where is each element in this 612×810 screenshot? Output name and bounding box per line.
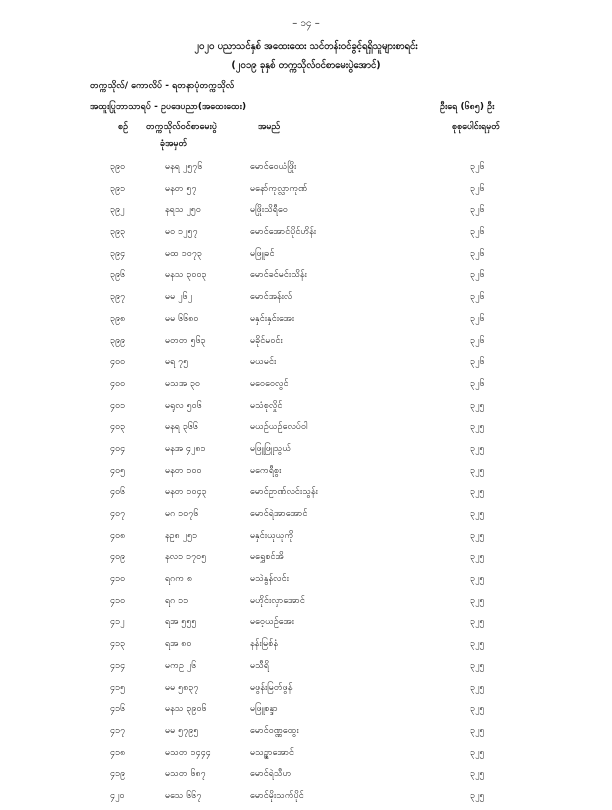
row-number: ၄၁၆ bbox=[110, 704, 126, 715]
table-row bbox=[0, 311, 612, 333]
roll-number: နလ၁ ၁၇၀၅ bbox=[165, 552, 207, 563]
student-name: မခိုင်မဝင်း bbox=[250, 335, 283, 346]
roll-number: နဥ၈ ၂၅၁ bbox=[165, 530, 198, 541]
student-name: မောင်ဥာဏ်လင်းသွန်း bbox=[250, 487, 318, 498]
roll-number: မနအ ၄၂၈၁ bbox=[165, 443, 206, 454]
total-score: ၃၂၆ bbox=[470, 357, 485, 368]
column-header-roll: တက္ကသိုလ်ဝင်စာမေးပွဲ bbox=[146, 122, 217, 132]
total-score: ၃၂၅ bbox=[470, 443, 485, 454]
student-name: မနော်ကုလ္လာကုဏ် bbox=[250, 183, 308, 194]
row-number: ၃၉၁ bbox=[110, 183, 126, 194]
row-number: ၄၁၅ bbox=[110, 682, 126, 693]
roll-number: မနရ ၃၆၆ bbox=[165, 422, 199, 433]
column-header-name: အမည် bbox=[258, 122, 281, 132]
student-name: မောင်ဝဏ္ဏထွေး bbox=[250, 725, 299, 736]
row-number: ၃၉၀ bbox=[110, 162, 126, 172]
roll-number: မမ ၆၆၈၀ bbox=[165, 313, 199, 324]
table-row bbox=[0, 788, 612, 810]
roll-number: ရဂ ၁၁ bbox=[165, 595, 189, 606]
row-number: ၄၀၅ bbox=[110, 465, 126, 476]
total-score: ၃၂၅ bbox=[470, 552, 485, 563]
student-name: မဖြူခင် bbox=[250, 248, 275, 259]
total-score: ၃၂၅ bbox=[470, 617, 485, 628]
student-name: မောင်အန်းလ် bbox=[250, 292, 293, 303]
total-score: ၃၂၆ bbox=[470, 162, 485, 172]
row-number: ၄၀၁ bbox=[110, 400, 126, 411]
total-score: ၃၂၅ bbox=[470, 422, 485, 433]
total-score: ၃၂၅ bbox=[470, 465, 485, 476]
row-number: ၃၉၈ bbox=[110, 313, 126, 324]
table-row bbox=[0, 463, 612, 485]
student-name: မယဉ်ယဉ်လေပ်ဝါ bbox=[250, 422, 308, 433]
table-row bbox=[0, 528, 612, 550]
total-score: ၃၂၅ bbox=[470, 725, 485, 736]
total-score: ၃၂၅ bbox=[470, 682, 485, 693]
document-title: ၂၀၂၀ ပညာသင်နှစ် အထေးထေး သင်တန်းဝင်ခွင့်ရရှိသူများစာရင်း bbox=[194, 41, 418, 52]
student-name: မရွှေစင်အိ bbox=[250, 552, 284, 563]
row-number: ၄၀၉ bbox=[110, 552, 126, 563]
row-number: ၄၀၇ bbox=[110, 509, 126, 519]
table-row bbox=[0, 376, 612, 398]
table-row bbox=[0, 398, 612, 420]
total-score: ၃၂၅ bbox=[470, 487, 485, 498]
row-number: ၃၉၇ bbox=[110, 292, 126, 303]
table-row bbox=[0, 484, 612, 506]
roll-number: မရ ၇၅ bbox=[165, 357, 189, 368]
table-row bbox=[0, 289, 612, 311]
student-name: မဖြိုးသိရီဝေ bbox=[250, 205, 288, 216]
student-name: မသဥ္ဇာအောင် bbox=[250, 747, 295, 758]
table-row bbox=[0, 723, 612, 745]
row-number: ၃၉၄ bbox=[110, 248, 126, 259]
ratio-label: ဦးရေ (၆၈၅) ဦး bbox=[440, 102, 495, 112]
row-number: ၄၀၄ bbox=[110, 443, 126, 454]
table-row bbox=[0, 701, 612, 723]
student-name: မယမင်း bbox=[250, 357, 277, 368]
student-name: မသီရိ bbox=[250, 660, 270, 671]
table-row bbox=[0, 354, 612, 376]
roll-number: မနရ ၂၅၇၆ bbox=[165, 162, 203, 172]
total-score: ၃၂၆ bbox=[470, 313, 485, 324]
roll-number: မနသ ၃၀၀၃ bbox=[165, 270, 207, 281]
table-row bbox=[0, 766, 612, 788]
student-name: မဟိုင်းလှာအောင် bbox=[250, 595, 305, 606]
table-row bbox=[0, 636, 612, 658]
table-row bbox=[0, 181, 612, 203]
row-number: ၄၀၃ bbox=[110, 422, 126, 433]
student-name: မောင်ရဲသီဟ bbox=[250, 769, 292, 780]
row-number: ၃၉၂ bbox=[110, 205, 125, 216]
total-score: ၃၂၅ bbox=[470, 769, 485, 780]
roll-number: မထ ၁၀၇၃ bbox=[165, 248, 202, 259]
table-row bbox=[0, 419, 612, 441]
total-score: ၃၂၆ bbox=[470, 335, 485, 346]
column-header-score: စုစုပေါင်းရမှတ် bbox=[452, 122, 501, 132]
university-label: တက္ကသိုလ်/ ကောလိပ် - ရတနာပုံတက္ကသိုလ် bbox=[90, 81, 235, 91]
results-table bbox=[0, 159, 612, 810]
row-number: ၄၁၄ bbox=[110, 660, 126, 671]
student-name: မောင်အောင်ပိုင်ဟိန်း bbox=[250, 227, 317, 238]
total-score: ၃၂၅ bbox=[470, 400, 485, 411]
roll-number: မမ ၅၈၃၇ bbox=[165, 682, 199, 693]
table-row bbox=[0, 333, 612, 355]
roll-number: မသတ ၆၈၇ bbox=[165, 769, 206, 780]
total-score: ၃၂၆ bbox=[470, 248, 485, 259]
roll-number: မသေ ၆၆၇ bbox=[165, 790, 202, 801]
total-score: ၃၂၆ bbox=[470, 378, 485, 389]
row-number: ၃၉၉ bbox=[110, 335, 126, 346]
row-number: ၄၁၂ bbox=[110, 617, 125, 628]
row-number: ၄၀၀ bbox=[110, 378, 126, 389]
table-row bbox=[0, 159, 612, 181]
row-number: ၄၁၃ bbox=[110, 639, 126, 650]
row-number: ၃၉၃ bbox=[110, 227, 126, 238]
row-number: ၄၁၉ bbox=[110, 769, 126, 780]
table-row bbox=[0, 224, 612, 246]
total-score: ၃၂၆ bbox=[470, 183, 485, 194]
table-row bbox=[0, 202, 612, 224]
table-row bbox=[0, 745, 612, 767]
column-header-no: စဉ် bbox=[118, 122, 129, 132]
student-name: မသံစုလှိုင် bbox=[250, 400, 283, 411]
subject-label: အထူးပြုဘာသာရပ် - ဥပဒေပညာ(အထေးထေး) bbox=[90, 102, 247, 112]
total-score: ၃၂၅ bbox=[470, 660, 485, 671]
page-number: – ၁၄ – bbox=[292, 18, 320, 29]
student-name: မောင်ဝေယံဖြိုး bbox=[250, 162, 297, 172]
total-score: ၃၂၆ bbox=[470, 227, 485, 238]
row-number: ၄၁၀ bbox=[110, 595, 126, 606]
student-name: မဝေဝေလွင် bbox=[250, 378, 289, 389]
total-score: ၃၂၅ bbox=[470, 790, 485, 801]
student-name: မောင်မိုးသက်ပိုင် bbox=[250, 790, 304, 801]
column-header-roll-sub: ခုံအမှတ် bbox=[160, 139, 188, 149]
row-number: ၄၁၇ bbox=[110, 725, 126, 736]
student-name: မဖြူဖြူသွယ် bbox=[250, 443, 292, 454]
student-name: မဝေ့ယဉ်အေး bbox=[250, 617, 294, 628]
student-name: မောင်ရဲအာအောင် bbox=[250, 509, 308, 519]
total-score: ၃၂၅ bbox=[470, 574, 485, 585]
roll-number: မနတ ၁၀၀ bbox=[165, 465, 202, 476]
roll-number: ရအ ၈၀ bbox=[165, 639, 192, 650]
total-score: ၃၂၅ bbox=[470, 530, 485, 541]
row-number: ၄၀၈ bbox=[110, 530, 126, 541]
table-row bbox=[0, 246, 612, 268]
table-row bbox=[0, 549, 612, 571]
table-row bbox=[0, 506, 612, 528]
student-name: မောင်ခင်မင်းသိန်း bbox=[250, 270, 307, 281]
roll-number: မနတ ၁၀၄၃ bbox=[165, 487, 207, 498]
roll-number: မနသ ၃၉၀၆ bbox=[165, 704, 207, 715]
roll-number: မဂ ၁၀၇၆ bbox=[165, 509, 199, 519]
table-row bbox=[0, 658, 612, 680]
roll-number: ရအ ၅၅၅ bbox=[165, 617, 197, 628]
total-score: ၃၂၆ bbox=[470, 270, 485, 281]
total-score: ၃၂၅ bbox=[470, 704, 485, 715]
row-number: ၄၁၈ bbox=[110, 747, 126, 758]
roll-number: မရုလ ၅၀၆ bbox=[165, 400, 202, 411]
roll-number: မနတ ၅၇ bbox=[165, 183, 197, 194]
table-row bbox=[0, 680, 612, 702]
student-name: နန်းမြစ်နံ bbox=[250, 639, 278, 650]
document-subtitle: (၂၀၁၉ ခုနှစ် တက္ကသိုလ်ဝင်စာမေးပွဲအောင်) bbox=[231, 60, 381, 71]
student-name: မဖွန်းမြတ်ဖွန် bbox=[250, 682, 293, 693]
total-score: ၃၂၆ bbox=[470, 205, 485, 216]
table-row bbox=[0, 267, 612, 289]
roll-number: မမ ၅၇၉၅ bbox=[165, 725, 199, 736]
table-row bbox=[0, 571, 612, 593]
total-score: ၃၂၅ bbox=[470, 747, 485, 758]
roll-number: မတတ ၅၆၃ bbox=[165, 335, 206, 346]
row-number: ၄၁၀ bbox=[110, 574, 126, 585]
student-name: မနှင်းနှင်းအေး bbox=[250, 313, 295, 324]
total-score: ၃၂၅ bbox=[470, 509, 485, 519]
total-score: ၃၂၅ bbox=[470, 595, 485, 606]
row-number: ၄၂၀ bbox=[110, 790, 125, 801]
roll-number: မကဥ ၂၆ bbox=[165, 660, 197, 671]
student-name: မသဲနွန်လင်း bbox=[250, 574, 289, 585]
roll-number: မမ ၂၆၂ bbox=[165, 292, 193, 303]
roll-number: မသတ ၁၄၄၄ bbox=[165, 747, 211, 758]
table-row bbox=[0, 614, 612, 636]
row-number: ၄၀၆ bbox=[110, 487, 126, 498]
roll-number: နရသ ၂၅၀ bbox=[165, 205, 201, 216]
student-name: မဖြူစန္ဒာ bbox=[250, 704, 278, 715]
roll-number: ရဂက ၈ bbox=[165, 574, 193, 585]
student-name: မကေရီစွး bbox=[250, 465, 282, 476]
student-name: မနှင်းယုယုကို bbox=[250, 530, 294, 541]
total-score: ၃၂၆ bbox=[470, 292, 485, 303]
roll-number: မသအ ၃၀ bbox=[165, 378, 201, 389]
table-row bbox=[0, 593, 612, 615]
row-number: ၄၀၀ bbox=[110, 357, 126, 368]
roll-number: မဝ ၁၂၅၇ bbox=[165, 227, 198, 238]
total-score: ၃၂၅ bbox=[470, 639, 485, 650]
row-number: ၃၉၆ bbox=[110, 270, 126, 281]
table-row bbox=[0, 441, 612, 463]
